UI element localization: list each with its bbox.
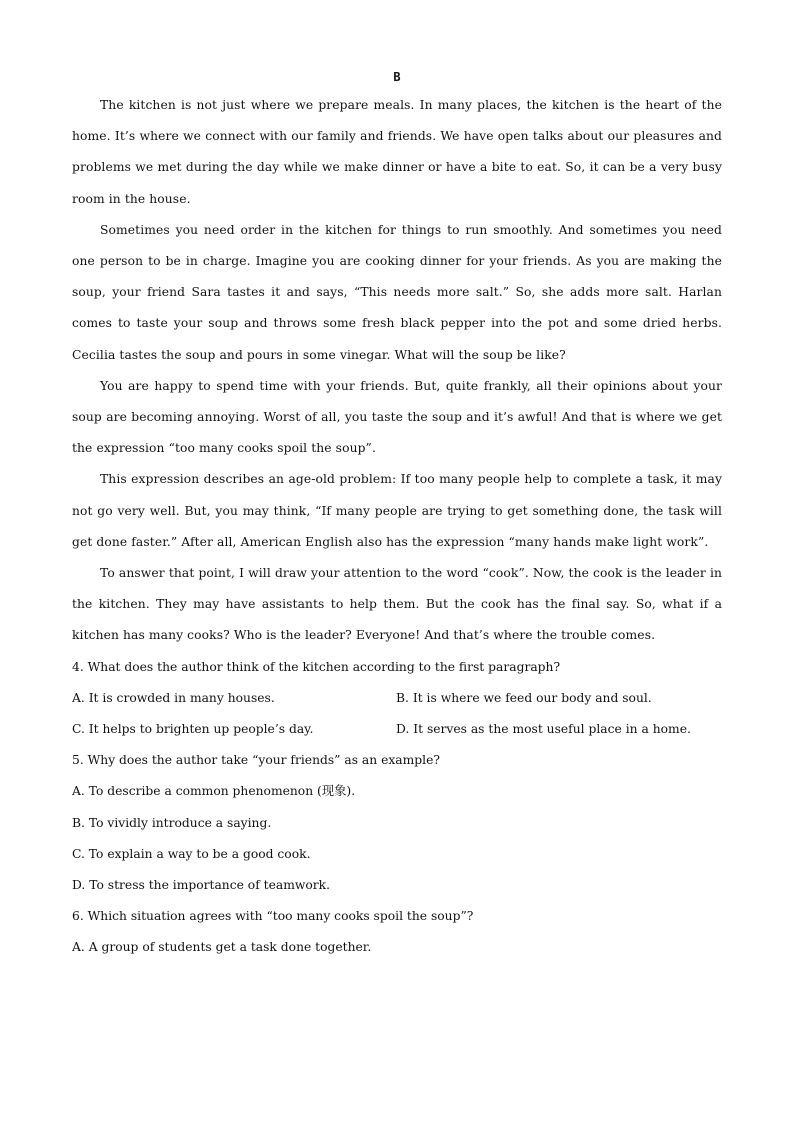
paragraph-3: You are happy to spend time with your friends. But, quite frankly, all their opinions about your soup are becoming annoying. Worst of all, you taste the soup and it’s awful! And that is where we get the expression “too many cooks spoil the soup”. bbox=[72, 378, 722, 456]
option-a: A. To describe a common phenomenon (现象). bbox=[72, 784, 356, 799]
option-row bbox=[72, 683, 722, 714]
paragraph-4: This expression describes an age-old problem: If too many people help to complete a task, it may not go very well. But, you may think, “If many people are trying to get something done, the task will get done faster.” After all, American English also has the expression “many hands make light work”. bbox=[72, 472, 722, 549]
question-stem: 6. Which situation agrees with “too many cooks spoil the soup”? bbox=[72, 909, 474, 924]
option-c: C. It helps to brighten up people’s day. bbox=[72, 722, 314, 737]
section-title: B bbox=[393, 70, 401, 84]
question-5 bbox=[72, 745, 722, 901]
question-6 bbox=[72, 901, 722, 963]
option-row bbox=[72, 714, 722, 745]
paragraph-2: Sometimes you need order in the kitchen for things to run smoothly. And sometimes you need one person to be in charge. Imagine you are cooking dinner for your friends. As you are making the soup, your friend Sara tastes it and says, “This needs more salt.” So, she adds more salt. Harlan comes to taste your soup and throws some fresh black pepper into the pot and some dried herbs. Cecilia tastes the soup and pours in some vinegar. What will the soup be like? bbox=[72, 222, 722, 362]
question-stem: 4. What does the author think of the kitchen according to the first paragraph? bbox=[72, 659, 561, 674]
option-a: A. A group of students get a task done together. bbox=[72, 940, 372, 955]
option-b: B. It is where we feed our body and soul. bbox=[396, 690, 652, 705]
paragraph-1: The kitchen is not just where we prepare meals. In many places, the kitchen is the heart of the home. It’s where we connect with our family and friends. We have open talks about our pleasures and problems we met during the day while we make dinner or have a bite to eat. So, it can be a very busy room in the house. bbox=[72, 98, 722, 206]
question-stem: 5. Why does the author take “your friends” as an example? bbox=[72, 753, 440, 768]
option-b: B. To vividly introduce a saying. bbox=[72, 815, 272, 830]
paragraph-5: To answer that point, I will draw your attention to the word “cook”. Now, the cook is the leader in the kitchen. They may have assistants to help them. But the cook has the final say. So, what if a kitchen has many cooks? Who is the leader? Everyone! And that’s where the trouble comes. bbox=[72, 566, 722, 643]
option-d: D. It serves as the most useful place in a home. bbox=[396, 722, 691, 737]
option-c: C. To explain a way to be a good cook. bbox=[72, 846, 311, 861]
question-4 bbox=[72, 652, 722, 746]
option-d: D. To stress the importance of teamwork. bbox=[72, 878, 331, 893]
document-page bbox=[72, 64, 722, 964]
option-a: A. It is crowded in many houses. bbox=[72, 690, 275, 705]
